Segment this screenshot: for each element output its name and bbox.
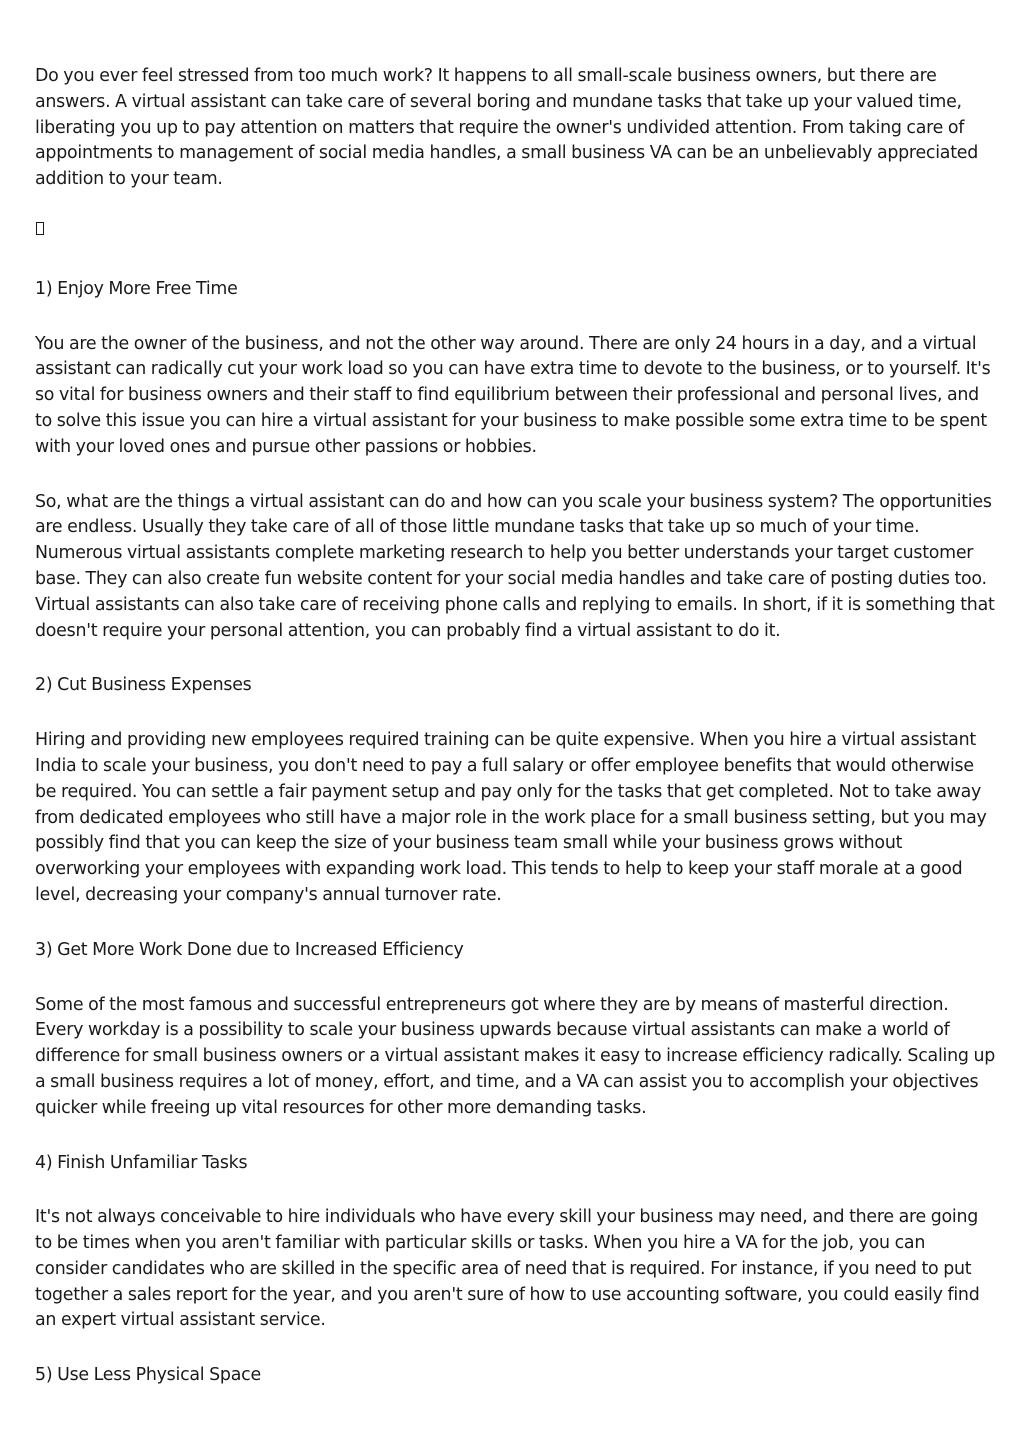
section-paragraph: So, what are the things a virtual assistant can do and how can you scale your business system? The opportunities are endless. Usually they take care of all of those little mundane tasks that take up so much of your time. Numerous virtual assistants complete marketing research to help you better understands your target customer base. They can also create fun website content for your social media handles and take care of posting duties too. Virtual assistants can also take care of receiving phone calls and replying to emails. In short, if it is something that doesn't require your personal attention, you can probably find a virtual assistant to do it.	[35, 491, 995, 641]
missing-glyph-line	[35, 222, 997, 248]
article-body	[35, 64, 997, 1418]
section-heading: 3) Get More Work Done due to Increased Efficiency	[35, 939, 464, 960]
section-heading: 4) Finish Unfamiliar Tasks	[35, 1152, 248, 1173]
missing-glyph-icon	[36, 222, 44, 235]
section-paragraph: Hiring and providing new employees required training can be quite expensive. When you hire a virtual assistant India to scale your business, you don't need to pay a full salary or offer employee benefits that would otherwise be required. You can settle a fair payment setup and pay only for the tasks that get completed. Not to take away from dedicated employees who still have a major role in the work place for a small business setting, but you may possibly find that you can keep the size of your business team small while your business grows without overworking your employees with expanding work load. This tends to help to keep your staff morale at a good level, decreasing your company's annual turnover rate.	[35, 730, 987, 905]
section-2	[35, 673, 997, 908]
section-4	[35, 1151, 997, 1335]
section-paragraph: You are the owner of the business, and not the other way around. There are only 24 hours in a day, and a virtual assistant can radically cut your work load so you can have extra time to devote to the business, or to yourself. It's so vital for business owners and their staff to find equilibrium between their professional and personal lives, and to solve this issue you can hire a virtual assistant for your business to make possible some extra time to be spent with your loved ones and pursue other passions or hobbies.	[35, 333, 991, 457]
section-paragraph: It's not always conceivable to hire individuals who have every skill your business may need, and there are going to be times when you aren't familiar with particular skills or tasks. When you hire a VA for the job, you can consider candidates who are skilled in the specific area of need that is required. For instance, if you need to put together a sales report for the year, and you aren't sure of how to use accounting software, you could easily find an expert virtual assistant service.	[35, 1207, 980, 1331]
section-paragraph: Some of the most famous and successful entrepreneurs got where they are by means of masterful direction. Every workday is a possibility to scale your business upwards because virtual assistants can make a world of difference for small business owners or a virtual assistant makes it easy to increase efficiency radically. Scaling up a small business requires a lot of money, effort, and time, and a VA can assist you to accomplish your objectives quicker while freeing up vital resources for other more demanding tasks.	[35, 994, 996, 1118]
section-1	[35, 277, 997, 645]
section-heading: 5) Use Less Physical Space	[35, 1365, 261, 1386]
section-heading: 1) Enjoy More Free Time	[35, 278, 238, 299]
section-heading: 2) Cut Business Expenses	[35, 675, 252, 696]
section-3	[35, 938, 997, 1122]
intro-paragraph: Do you ever feel stressed from too much work? It happens to all small-scale business owners, but there are answers. A virtual assistant can take care of several boring and mundane tasks that take up your valued time, liberating you up to pay attention on matters that require the owner's undivided attention. From taking care of appointments to management of social media handles, a small business VA can be an unbelievably appreciated addition to your team.	[35, 66, 979, 190]
section-5	[35, 1363, 997, 1389]
